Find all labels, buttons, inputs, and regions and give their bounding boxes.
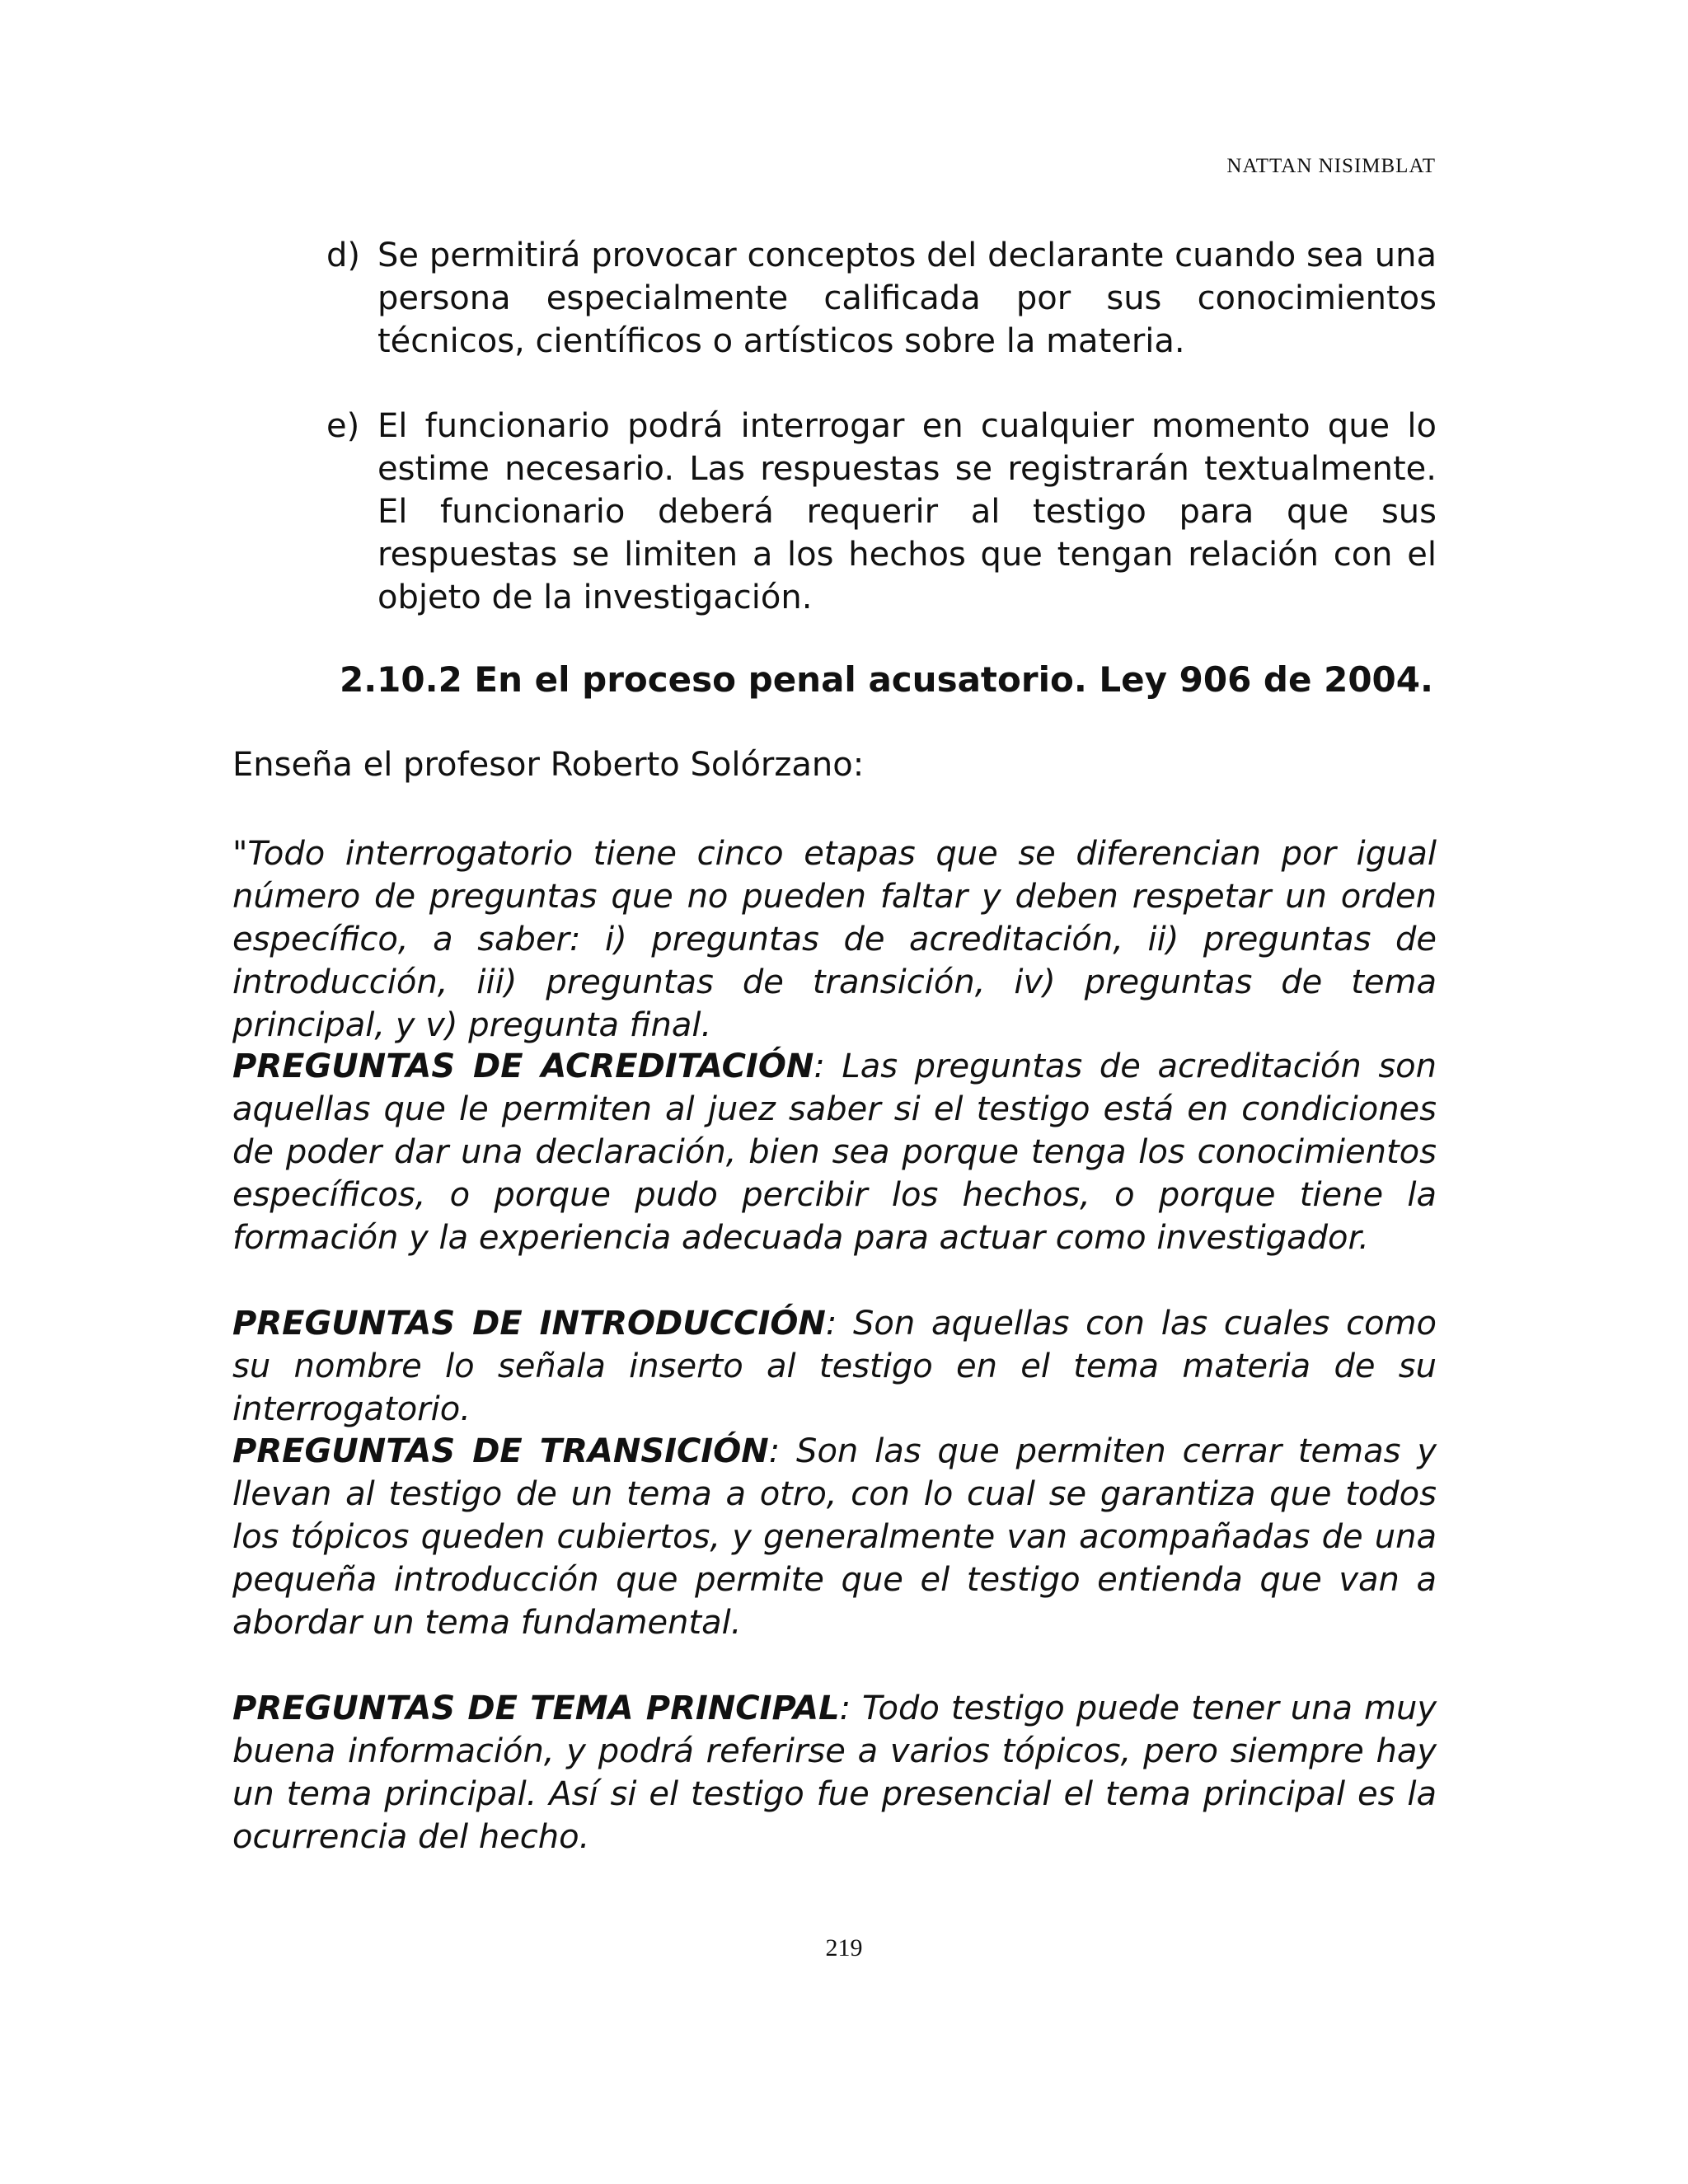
list-item-e <box>326 405 1437 619</box>
list-item-e-text: El funcionario podrá interrogar en cualquier momento que lo estime necesario. Las respuestas se registrarán textualmente. El funcionario deberá requerir al testigo para que sus respuestas se limiten a los hechos que tengan relación con el objeto de la investigación. <box>377 407 1437 616</box>
page-number: 219 <box>825 1934 863 1961</box>
paragraph-acreditacion-text: : Las preguntas de acreditación son aquellas que le permiten al juez saber si el testigo está en condiciones de poder dar una declaración, bien sea porque tenga los conocimientos específicos, o porque pudo percibir los hechos, o porque tiene la formación y la experiencia adecuada para actuar como investigador. <box>232 1047 1437 1257</box>
running-header: NATTAN NISIMBLAT <box>1226 155 1436 177</box>
paragraph-acreditacion <box>232 1045 1437 1259</box>
list-item-d-text: Se permitirá provocar conceptos del declarante cuando sea una persona especialmente calificada por sus conocimientos técnicos, científicos o artísticos sobre la materia. <box>377 237 1437 360</box>
paragraph-tema-principal <box>232 1687 1437 1858</box>
list-item-d-container <box>326 234 1437 363</box>
quote-paragraph: "Todo interrogatorio tiene cinco etapas que se diferencian por igual número de preguntas que no pueden faltar y deben respetar un orden específico, a saber: i) preguntas de acreditación, ii) preguntas de introducción, iii) preguntas de transición, iv) preguntas de tema principal, y v) pregunta final. <box>232 835 1437 1044</box>
paragraph-transicion <box>232 1430 1437 1644</box>
list-marker-d: d) <box>326 237 360 274</box>
section-heading: 2.10.2 En el proceso penal acusatorio. Ley 906 de 2004. <box>340 659 1433 700</box>
paragraph-transicion-lead: PREGUNTAS DE TRANSICIÓN <box>232 1432 769 1470</box>
paragraph-introduccion <box>232 1302 1437 1431</box>
list-marker-e: e) <box>326 407 360 445</box>
paragraph-acreditacion-lead: PREGUNTAS DE ACREDITACIÓN <box>232 1047 814 1085</box>
paragraph-tema-principal-lead: PREGUNTAS DE TEMA PRINCIPAL <box>232 1690 840 1727</box>
list-item-e-container <box>326 405 1437 619</box>
intro-paragraph: Enseña el profesor Roberto Solórzano: <box>232 746 865 784</box>
paragraph-tema-principal-text: : Todo testigo puede tener una muy buena información, y podrá referirse a varios tópicos, pero siempre hay un tema principal. Así si el testigo fue presencial el tema principal es la ocurrencia del hecho. <box>232 1690 1437 1856</box>
paragraph-introduccion-lead: PREGUNTAS DE INTRODUCCIÓN <box>232 1305 826 1343</box>
paragraph-introduccion-text: : Son aquellas con las cuales como su nombre lo señala inserto al testigo en el tema materia de su interrogatorio. <box>232 1305 1437 1428</box>
paragraph-transicion-text: : Son las que permiten cerrar temas y llevan al testigo de un tema a otro, con lo cual se garantiza que todos los tópicos queden cubiertos, y generalmente van acompañadas de una pequeña introducción que permite que el testigo entienda que van a abordar un tema fundamental. <box>232 1432 1437 1642</box>
list-item-d <box>326 234 1437 363</box>
